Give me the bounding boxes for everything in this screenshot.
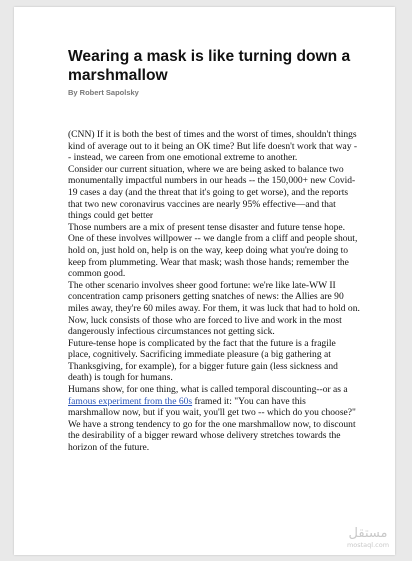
article-body	[68, 129, 360, 454]
paragraph-2: Consider our current situation, where we are being asked to balance two monumentally impactful numbers in our heads -- the 150,000+ new Covid-19 cases a day (and the threat that it's going to get worse), and the reports that two new coronavirus vaccines are nearly 95% effective—and that things could get better	[68, 163, 356, 222]
article	[68, 47, 360, 454]
paragraph-6	[68, 384, 360, 454]
paragraph-6-lead: Humans show, for one thing, what is called temporal discounting--or as a	[68, 384, 348, 396]
watermark-logo: مستقل	[348, 526, 388, 541]
paragraph-4: The other scenario involves sheer good fortune: we're like late-WW II concentration camp prisoners getting snatches of news: the Allies are 90 miles away, they're 60 miles away. For them, it was luck that had to hold on. Now, luck consists of those who are forced to live and work in the most dangerously infectious circumstances not getting sick.	[68, 279, 360, 338]
paragraph-3: Those numbers are a mix of present tense disaster and future tense hope. One of these involves willpower -- we dangle from a cliff and people shout, hold on, just hold on, help is on the way, keep doing what you're doing to keep from plummeting. Wear that mask; wash those hands; remember the common good.	[68, 221, 358, 280]
document-page	[14, 7, 395, 555]
paragraph-1: (CNN) If it is both the best of times and the worst of times, shouldn't things kind of average out to it being an OK time? But life doesn't work that way -- instead, we careen from one emotional extreme to another.	[68, 129, 358, 164]
paragraph-6-rest: framed it: "You can have this marshmallow now, but if you wait, you'll get two -- which do you choose?" We have a strong tendency to go for the one marshmallow now, to discount the desirability of a bigger reward whose delivery stretches towards the horizon of the future.	[68, 395, 356, 454]
watermark-text: mostaql.com	[346, 541, 390, 549]
experiment-link[interactable]: famous experiment from the 60s	[68, 395, 193, 407]
paragraph-5: Future-tense hope is complicated by the fact that the future is a fragile place, cognitively. Sacrificing immediate pleasure (a big gathering at Thanksgiving, for example), for a bigger future gain (less sickness and death) is tough for humans.	[68, 337, 338, 384]
article-title: Wearing a mask is like turning down a marshmallow	[68, 48, 351, 84]
watermark	[338, 527, 398, 549]
article-byline: By Robert Sapolsky	[68, 88, 139, 97]
